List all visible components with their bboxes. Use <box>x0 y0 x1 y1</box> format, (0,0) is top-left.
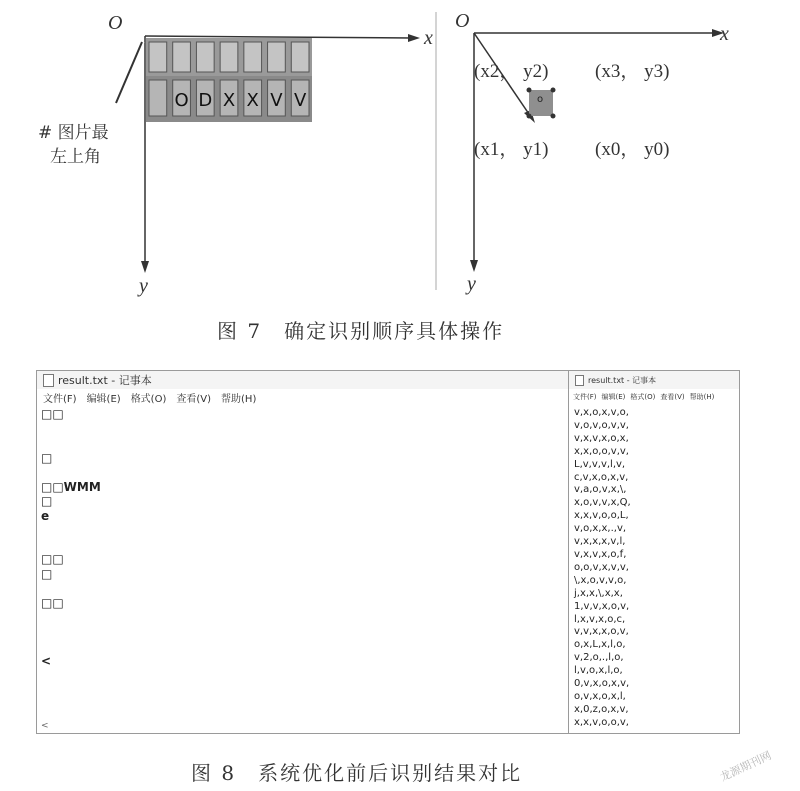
result-line: x,x,v,o,o,L, <box>574 510 629 522</box>
strip-top-cell <box>291 42 309 72</box>
result-line: j,x,x,\,x,x, <box>574 587 623 599</box>
menu-edit[interactable]: 编辑(E) <box>601 393 626 401</box>
note-pointer-arrow <box>116 42 144 103</box>
result-line: v,a,o,v,x,\, <box>574 484 627 496</box>
result-line: v,x,v,x,o,x, <box>574 432 629 444</box>
menu-format[interactable]: 格式(O) <box>630 393 656 401</box>
window-title: result.txt - 记事本 <box>588 375 657 385</box>
result-line: x,o,v,v,x,Q, <box>574 497 631 509</box>
strip-symbol: X <box>222 90 236 111</box>
result-line: o,o,v,x,v,v, <box>574 561 629 573</box>
menu-view[interactable]: 查看(V) <box>176 393 212 405</box>
figure7-graphic <box>0 0 800 300</box>
strip-bottom-cell <box>149 80 167 116</box>
result-line: v,2,o,.,l,o, <box>574 652 624 664</box>
text-line <box>41 610 569 625</box>
text-line <box>41 639 569 654</box>
strip-top-cell <box>149 42 167 72</box>
menu-file[interactable]: 文件(F) <box>43 393 77 405</box>
menu-bar-before <box>37 389 569 405</box>
top-left-note <box>38 121 109 169</box>
text-line: e <box>41 508 50 523</box>
strip-top-cell <box>196 42 214 72</box>
menu-view[interactable]: 查看(V) <box>660 393 685 401</box>
result-line: x,x,v,o,o,v, <box>574 716 629 728</box>
origin-label-right: O <box>455 10 470 32</box>
result-line: v,x,x,x,v,l, <box>574 536 626 548</box>
note-line-1: # 图片最 <box>38 123 109 143</box>
result-line: o,v,x,o,x,l, <box>574 690 626 702</box>
result-line: 1,v,v,x,o,v, <box>574 600 630 612</box>
result-line: l,v,o,x,l,o, <box>574 665 623 677</box>
text-line: □□ <box>41 552 64 566</box>
note-line-2: 左上角 <box>50 147 101 167</box>
text-area-after[interactable] <box>569 405 739 730</box>
coord-x2-y2: (x2， y2) <box>474 61 549 82</box>
coord-x1-y1: (x1， y1) <box>474 139 549 160</box>
y-axis-label-right: y <box>467 273 476 295</box>
watermark: 龙源期刊网 <box>718 748 774 784</box>
result-line: v,o,v,o,v,v, <box>574 419 629 431</box>
notepad-file-icon <box>43 374 54 387</box>
coord-x0-y0: (x0， y0) <box>595 139 670 160</box>
strip-top-cell <box>268 42 286 72</box>
notepad-titlebar-before <box>37 371 569 389</box>
text-line: □□ <box>41 595 64 610</box>
result-line: x,0,z,o,x,v, <box>574 703 629 715</box>
menu-file[interactable]: 文件(F) <box>573 393 597 401</box>
strip-symbol: V <box>293 90 307 111</box>
result-line: L,v,v,v,l,v, <box>574 458 626 470</box>
text-line <box>41 436 569 451</box>
notepad-titlebar-after <box>569 371 739 389</box>
strip-symbol: D <box>198 90 213 111</box>
target-box-label: o <box>537 94 544 105</box>
result-line: 0,v,x,o,x,v, <box>574 678 630 690</box>
x-axis-label-left: x <box>424 27 433 49</box>
figure7-caption: 图 7 确定识别顺序具体操作 <box>217 319 505 343</box>
figure8-caption: 图 8 系统优化前后识别结果对比 <box>191 761 523 785</box>
notepad-window-before <box>36 370 570 734</box>
text-line <box>41 465 569 480</box>
result-line: x,x,o,o,v,v, <box>574 445 629 457</box>
text-line <box>41 538 569 553</box>
text-line: □□ <box>41 407 64 421</box>
menu-format[interactable]: 格式(O) <box>130 393 167 405</box>
text-line: □ <box>41 450 53 465</box>
result-line: o,x,L,x,l,o, <box>574 639 626 651</box>
text-line <box>41 581 569 596</box>
text-line: □□WMM <box>41 479 101 494</box>
menu-help[interactable]: 帮助(H) <box>221 393 257 405</box>
text-line: < <box>41 653 52 668</box>
x-axis-label-right: x <box>720 23 729 45</box>
notepad-file-icon <box>575 375 584 386</box>
window-title: result.txt - 记事本 <box>58 374 152 387</box>
notepad-window-after <box>568 370 740 734</box>
strip-symbol: V <box>270 90 283 111</box>
result-line: v,v,x,x,o,v, <box>574 626 629 638</box>
text-area-before[interactable] <box>37 405 569 668</box>
result-line: v,o,x,x,.,v, <box>574 523 627 535</box>
text-line <box>41 422 569 437</box>
strip-top-cell <box>173 42 191 72</box>
image-strip <box>146 38 312 122</box>
strip-symbol: X <box>246 90 259 111</box>
y-axis-label-left: y <box>139 275 148 297</box>
coord-x3-y3: (x3， y3) <box>595 61 670 82</box>
text-line: □ <box>41 494 53 508</box>
menu-edit[interactable]: 编辑(E) <box>86 393 121 405</box>
result-line: c,v,x,o,x,v, <box>574 471 629 483</box>
menu-help[interactable]: 帮助(H) <box>689 393 715 401</box>
scroll-marker: < <box>41 721 49 731</box>
result-line: v,x,v,x,o,f, <box>574 548 627 560</box>
result-line: v,x,o,x,v,o, <box>574 407 629 418</box>
text-line <box>41 625 569 640</box>
result-line: \,x,o,v,v,o, <box>574 574 627 586</box>
text-line: □ <box>41 566 53 581</box>
strip-top-cell <box>244 42 262 72</box>
origin-label-left: O <box>108 12 123 34</box>
text-line <box>41 523 569 538</box>
strip-top-cell <box>220 42 238 72</box>
strip-symbol: O <box>174 90 189 111</box>
result-line: l,x,v,x,o,c, <box>574 613 626 625</box>
menu-bar-after <box>569 389 739 405</box>
